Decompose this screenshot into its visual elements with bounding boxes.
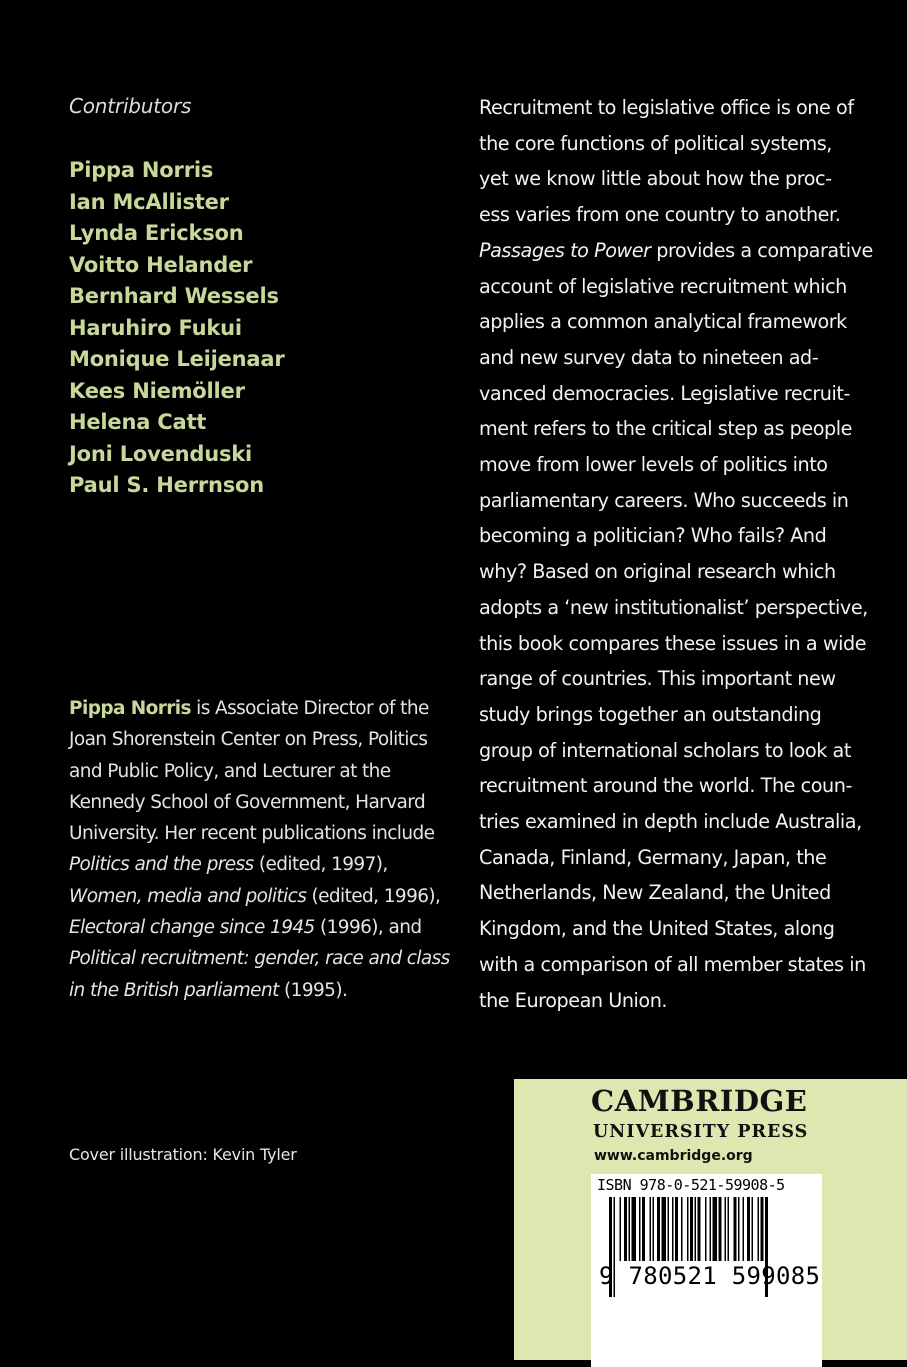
blurb-line: ment refers to the critical step as people <box>479 417 853 441</box>
cover-illustration-credit: Cover illustration: Kevin Tyler <box>69 1145 297 1164</box>
publication-title: Electoral change since 1945 <box>69 917 315 939</box>
bio-line: University. Her recent publications include <box>69 823 435 845</box>
author-bio <box>69 693 450 1006</box>
publication-title: Politics and the press <box>69 854 254 876</box>
bio-line <box>69 975 429 1006</box>
bio-text: is Associate Director of the <box>190 698 429 719</box>
blurb-line: ess varies from one country to another. <box>479 203 841 227</box>
book-title: Passages to Power <box>479 238 651 262</box>
publisher-name: CAMBRIDGE <box>591 1084 808 1118</box>
bio-line <box>69 881 441 912</box>
blurb-line: and new survey data to nineteen ad- <box>479 345 819 369</box>
blurb-line: the European Union. <box>479 988 668 1012</box>
bio-line: Kennedy School of Government, Harvard <box>69 791 426 813</box>
blurb-line: this book compares these issues in a wide <box>479 631 867 655</box>
publisher-url: www.cambridge.org <box>594 1148 753 1164</box>
publication-note: (edited, 1996), <box>306 885 441 907</box>
blurb-line <box>479 233 873 269</box>
bio-line <box>69 693 429 724</box>
contributors-heading: Contributors <box>69 94 192 118</box>
book-blurb <box>479 90 873 1018</box>
contributor-name: Ian McAllister <box>69 189 229 214</box>
publication-note: (1995). <box>278 979 348 1001</box>
bio-line: Joan Shorenstein Center on Press, Politics <box>69 729 428 751</box>
blurb-line: Netherlands, New Zealand, the United <box>479 881 831 905</box>
blurb-line: group of international scholars to look at <box>479 738 851 762</box>
barcode-digits: 9 780521 599085 <box>599 1262 821 1290</box>
blurb-line: yet we know little about how the proc- <box>479 167 832 191</box>
blurb-line: parliamentary careers. Who succeeds in <box>479 488 849 512</box>
contributor-name: Joni Lovenduski <box>69 441 253 466</box>
contributor-name: Voitto Helander <box>69 252 253 277</box>
barcode-label <box>591 1174 822 1367</box>
bio-line <box>69 849 429 880</box>
bio-line <box>69 912 429 943</box>
publication-title: in the British parliament <box>69 979 279 1001</box>
blurb-line: adopts a ‘new institutionalist’ perspective, <box>479 595 868 619</box>
contributor-name: Kees Niemöller <box>69 378 245 403</box>
blurb-line: Recruitment to legislative office is one of <box>479 96 854 119</box>
contributor-name: Helena Catt <box>69 410 207 434</box>
publisher-subtitle: UNIVERSITY PRESS <box>593 1122 809 1142</box>
blurb-line: account of legislative recruitment which <box>479 274 847 298</box>
blurb-line: Canada, Finland, Germany, Japan, the <box>479 845 827 869</box>
blurb-line: Kingdom, and the United States, along <box>479 917 835 941</box>
blurb-line: range of countries. This important new <box>479 667 836 691</box>
blurb-line: vanced democracies. Legislative recruit- <box>479 381 850 405</box>
contributors-list <box>69 155 285 502</box>
blurb-line: the core functions of political systems, <box>479 131 832 155</box>
publisher-panel <box>514 1079 907 1360</box>
bio-author-name: Pippa Norris <box>69 698 191 719</box>
publication-note: (1996), and <box>314 917 422 939</box>
blurb-line: move from lower levels of politics into <box>479 453 828 477</box>
blurb-line: tries examined in depth include Australia, <box>479 810 862 834</box>
contributor-name: Monique Leijenaar <box>69 347 285 371</box>
publication-title: Women, media and politics <box>69 885 307 907</box>
contributor-name: Bernhard Wessels <box>69 284 279 308</box>
blurb-line: with a comparison of all member states in <box>479 952 866 976</box>
blurb-line: why? Based on original research which <box>479 560 836 584</box>
blurb-line: recruitment around the world. The coun- <box>479 774 852 798</box>
publication-note: (edited, 1997), <box>253 854 388 876</box>
blurb-line: becoming a politician? Who fails? And <box>479 524 827 548</box>
contributor-name: Haruhiro Fukui <box>69 315 242 340</box>
blurb-line: study brings together an outstanding <box>479 702 822 726</box>
contributor-name: Pippa Norris <box>69 158 214 182</box>
isbn-number: ISBN 978-0-521-59908-5 <box>597 1176 785 1194</box>
blurb-line: applies a common analytical framework <box>479 310 847 334</box>
contributor-name: Lynda Erickson <box>69 221 244 245</box>
publication-title: Political recruitment: gender, race and class <box>69 948 450 970</box>
contributor-name: Paul S. Herrnson <box>69 473 265 497</box>
blurb-text: provides a comparative <box>650 238 873 262</box>
bio-line <box>69 943 450 974</box>
bio-line: and Public Policy, and Lecturer at the <box>69 760 391 782</box>
